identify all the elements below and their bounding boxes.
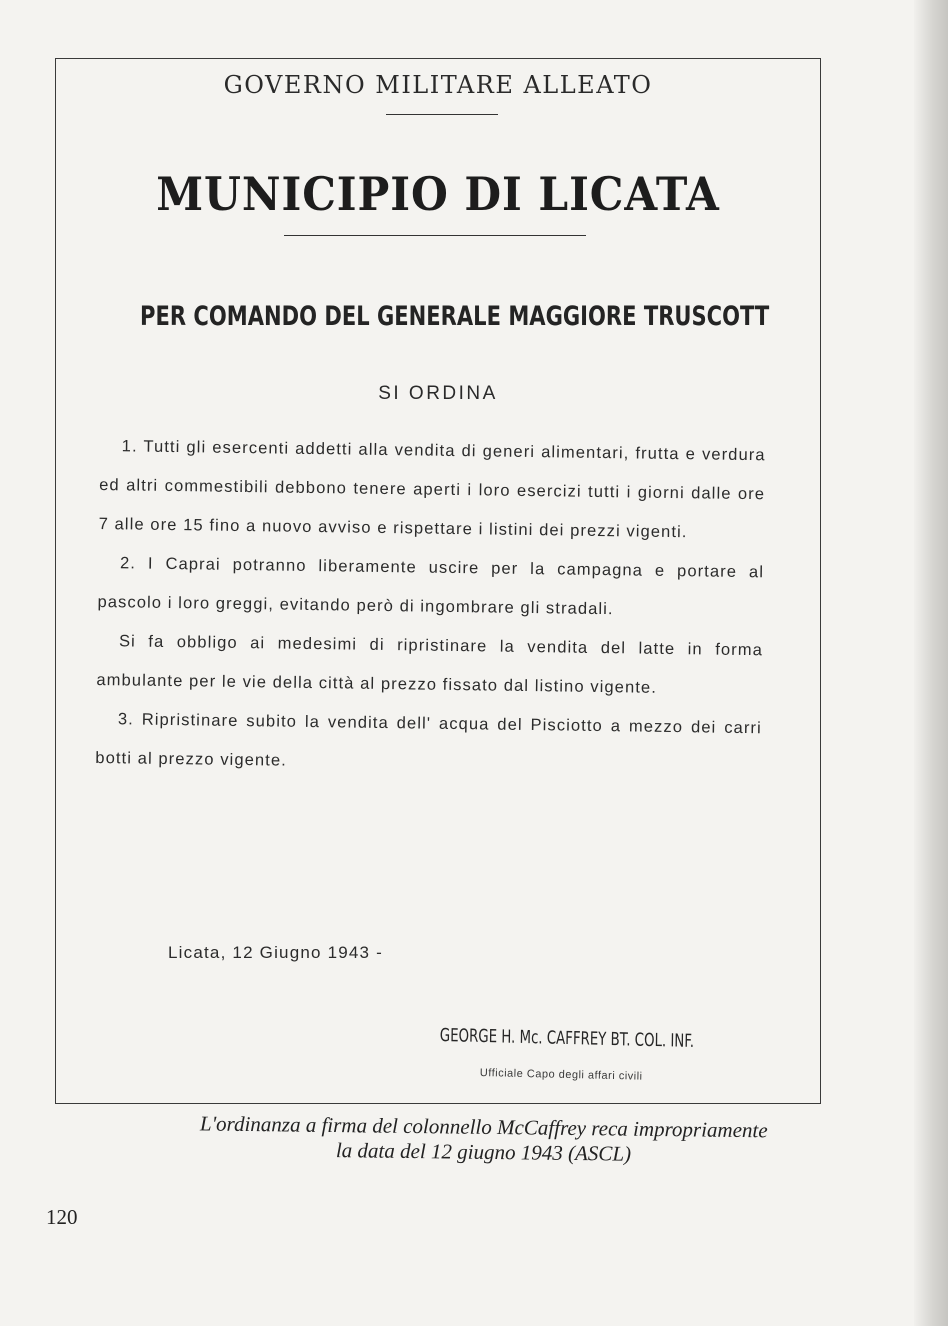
municipality-title: MUNICIPIO DI LICATA (156, 167, 720, 221)
command-line: PER COMANDO DEL GENERALE MAGGIORE TRUSCOTT (140, 301, 770, 332)
ordinance-body (95, 427, 766, 787)
ordinance-poster (55, 58, 821, 1104)
order-heading: SI ORDINA (378, 383, 498, 404)
ordinance-paragraph: Si fa obbligo ai medesimi di ripristinare la vendita del latte in forma ambulante per le vie della città al prezzo fissato dal listino vigente. (96, 632, 764, 697)
caption-line: L'ordinanza a firma del colonnello McCaffrey reca impropriamente (199, 1111, 768, 1143)
ordinance-paragraph: 1. Tutti gli esercenti addetti alla vendita di generi alimentari, frutta e verdura ed altri commestibili debbono tenere aperti i loro esercizi tutti i giorni dalle ore 7 alle ore 15 fino a nuovo avviso e rispettare i listini dei prezzi vigenti. (98, 437, 766, 542)
figure-caption (83, 1110, 884, 1170)
page-number: 120 (46, 1205, 78, 1229)
page-edge-shadow (914, 0, 948, 1326)
signer-title: Ufficiale Capo degli affari civili (479, 1067, 643, 1083)
ordinance-paragraph: 3. Ripristinare subito la vendita dell' acqua del Pisciotto a mezzo dei carri botti al prezzo vigente. (95, 710, 762, 770)
title-divider (284, 235, 586, 236)
signer-name: GEORGE H. Mc. CAFFREY BT. COL. INF. (439, 1025, 695, 1052)
ordinance-date: Licata, 12 Giugno 1943 - (168, 943, 383, 962)
ordinance-paragraph: 2. I Caprai potranno liberamente uscire per la campagna e portare al pascolo i loro greggi, evitando però di ingombrare gli stradali. (97, 554, 765, 619)
header-divider (386, 114, 498, 115)
caption-line: la data del 12 giugno 1943 (ASCL) (335, 1138, 632, 1166)
government-header: GOVERNO MILITARE ALLEATO (223, 71, 653, 99)
